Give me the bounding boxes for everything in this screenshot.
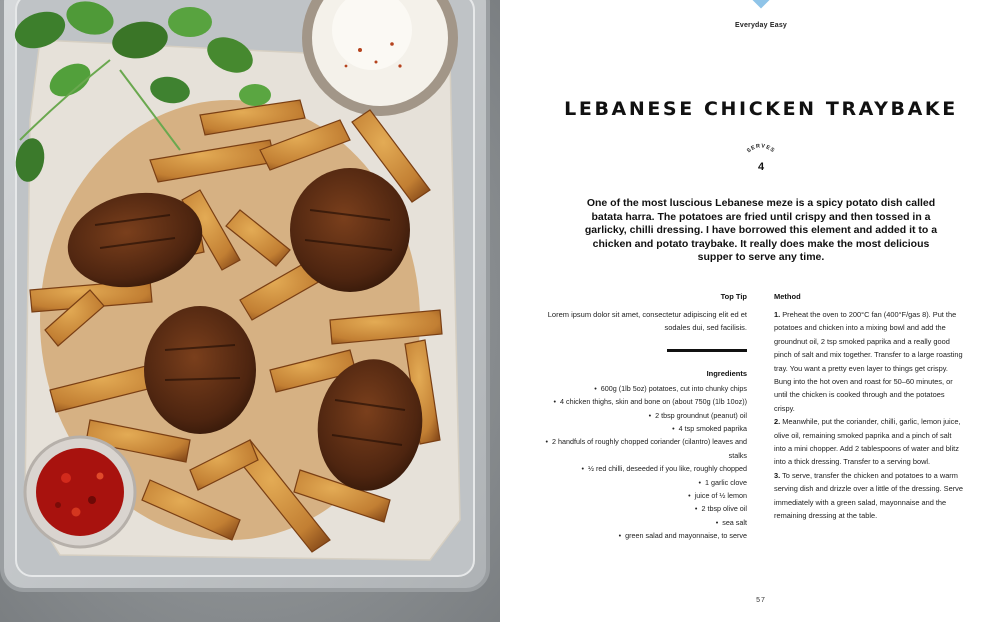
method-step-text: Preheat the oven to 200°C fan (400°F/gas 8). Put the potatoes and chicken into a mixing bowl and add the groundnut oil, 2 tsp smoked paprika and a really good pinch of salt and mix together. Transfer to a large roasting tray. You want a pretty even layer to things get crispy. Bung into the hot oven and roast for 50–60 minutes, or until the chicken is cooked through and the potatoes crispy. [774,310,963,413]
method-step [774,308,964,415]
method-step [774,415,964,469]
page-number: 57 [756,597,766,604]
method-label: Method [774,292,801,301]
ingredient-item: • ½ red chilli, deseeded if you like, roughly chopped [540,462,747,475]
method-step [774,469,964,523]
ingredients-label: Ingredients [706,368,747,378]
ingredient-item: • juice of ½ lemon [540,489,747,502]
method-column [774,292,964,523]
top-tip-label: Top Tip [720,292,747,301]
method-step-number: 2. [774,417,781,427]
chilli-sauce-bowl-icon [25,437,135,547]
accent-diamond-icon [753,0,770,8]
running-head: Everyday Easy [734,22,788,29]
ingredient-item: • green salad and mayonnaise, to serve [540,529,747,542]
method-step-number: 3. [774,470,781,480]
ingredient-item: • 1 garlic clove [540,476,747,489]
ingredient-item: • sea salt [540,516,747,529]
recipe-intro: One of the most luscious Lebanese meze is a spicy potato dish called batata harra. The potatoes are fried until crispy and then tossed in a garlicky, chilli dressing. I have borrowed this element and added it to a chicken and potato traybake. It really does make the most delicious supper to serve any time. [584,197,938,264]
method-step-text: To serve, transfer the chicken and potatoes to a warm serving dish and drizzle over a little of the dressing. Serve immediately with a green salad, mayonnaise and the remaining dressing at the table. [774,470,963,521]
serves-value: 4 [757,161,765,173]
ingredient-item: • 4 chicken thighs, skin and bone on (about 750g (1lb 10oz)) [540,395,747,408]
ingredient-item: • 4 tsp smoked paprika [540,422,747,435]
serves-label-text: SERVES [746,143,776,155]
ingredient-item: • 600g (1lb 5oz) potatoes, cut into chunky chips [540,382,747,395]
ingredient-item: • 2 tbsp olive oil [540,502,747,515]
left-column [540,292,747,543]
ingredient-item: • 2 handfuls of roughly chopped coriander (cilantro) leaves and stalks [540,435,747,462]
divider-rule [667,349,747,352]
method-step-text: Meanwhile, put the coriander, chilli, garlic, lemon juice, olive oil, remaining smoked paprika and a pinch of salt into a mini chopper. Add 2 tablespoons of water and blitz into a thick dressing. Transfer to a serving bowl. [774,417,961,467]
method-steps [774,308,964,523]
ingredients-list [540,382,747,543]
ingredient-item: • 2 tbsp groundnut (peanut) oil [540,409,747,422]
recipe-title: LEBANESE CHICKEN TRAYBAKE [564,98,958,120]
svg-text:SERVES [746,143,776,154]
recipe-page [500,0,1000,622]
method-step-number: 1. [774,310,781,319]
serves-label [743,138,779,158]
top-tip-text: Lorem ipsum dolor sit amet, consectetur adipiscing elit ed et sodales dui, sed facilisis. [547,310,747,333]
